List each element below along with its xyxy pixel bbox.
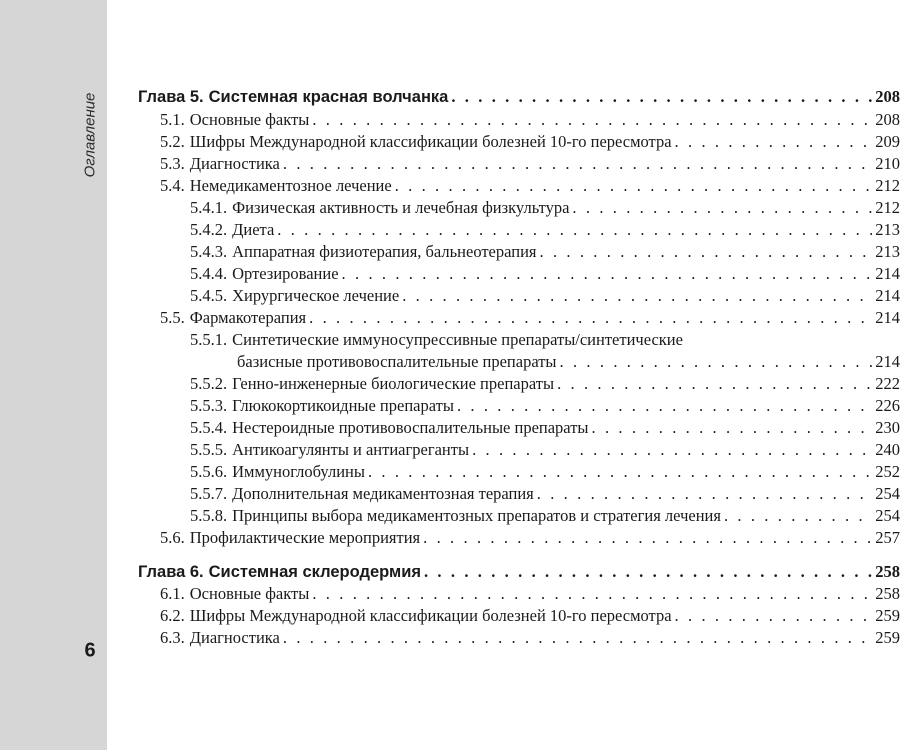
toc-number: 5.4.1.	[190, 198, 228, 217]
toc-title: Физическая активность и лечебная физкультура	[232, 198, 570, 217]
toc-title: Иммуноглобулины	[232, 462, 365, 481]
dot-leader	[557, 373, 872, 395]
toc-title: Профилактические мероприятия	[189, 528, 421, 547]
toc-entry-5-5-6[interactable]	[138, 461, 900, 483]
toc-entry-6-2[interactable]	[138, 605, 900, 627]
dot-leader	[572, 197, 872, 219]
toc-entry-5-2[interactable]	[138, 131, 900, 153]
toc-title: Диагностика	[189, 628, 280, 647]
dot-leader	[592, 417, 873, 439]
toc-number: 5.5.1.	[190, 330, 228, 349]
toc-title: Диагностика	[189, 154, 280, 173]
dot-leader	[342, 263, 873, 285]
toc-number: 5.3.	[160, 154, 185, 173]
dot-leader	[424, 561, 872, 583]
toc-number: 5.4.4.	[190, 264, 228, 283]
dot-leader	[423, 527, 872, 549]
toc-entry-5-5[interactable]	[138, 307, 900, 329]
dot-leader	[368, 461, 872, 483]
toc-entry-5-5-5[interactable]	[138, 439, 900, 461]
toc-number: 5.5.6.	[190, 462, 228, 481]
toc-title: Принципы выбора медикаментозных препаратов и стратегия лечения	[232, 506, 721, 525]
toc-number: 5.6.	[160, 528, 185, 547]
toc-title: Основные факты	[189, 584, 310, 603]
toc-number: 5.4.5.	[190, 286, 228, 305]
toc-page: 259	[875, 606, 900, 625]
toc-title: Антикоагулянты и антиагреганты	[232, 440, 470, 459]
toc-number: 5.2.	[160, 132, 185, 151]
toc-page: 208	[875, 110, 900, 129]
toc-entry-5-5-7[interactable]	[138, 483, 900, 505]
toc-number: 5.5.7.	[190, 484, 228, 503]
toc-number: 5.4.	[160, 176, 185, 195]
toc-title-continued: базисные противовоспалительные препараты	[237, 352, 557, 371]
toc-title: Диета	[232, 220, 275, 239]
dot-leader	[312, 109, 872, 131]
toc-entry-5-6[interactable]	[138, 527, 900, 549]
toc-number: Глава 5.	[138, 88, 204, 106]
toc-page: 226	[875, 396, 900, 415]
toc-number: 5.5.8.	[190, 506, 228, 525]
dot-leader	[457, 395, 872, 417]
toc-entry-5-4[interactable]	[138, 175, 900, 197]
toc-page: 259	[875, 628, 900, 647]
toc-number: 5.5.4.	[190, 418, 228, 437]
toc-entry-5-5-8[interactable]	[138, 505, 900, 527]
toc-page: 222	[875, 374, 900, 393]
toc-title: Глюкокортикоидные препараты	[232, 396, 454, 415]
toc-number: Глава 6.	[138, 563, 204, 581]
toc-number: 5.5.5.	[190, 440, 228, 459]
toc-title: Шифры Международной классификации болезней 10-го пересмотра	[189, 132, 672, 151]
toc-title: Немедикаментозное лечение	[189, 176, 392, 195]
toc-page: 213	[875, 242, 900, 261]
dot-leader	[312, 583, 872, 605]
toc-title: Дополнительная медикаментозная терапия	[232, 484, 534, 503]
toc-title: Шифры Международной классификации болезней 10-го пересмотра	[189, 606, 672, 625]
toc-number: 5.4.3.	[190, 242, 228, 261]
toc-title: Хирургическое лечение	[232, 286, 400, 305]
dot-leader	[283, 153, 872, 175]
toc-page: 214	[875, 308, 900, 327]
toc-page: 208	[875, 87, 900, 106]
toc-number: 6.2.	[160, 606, 185, 625]
toc-number: 6.3.	[160, 628, 185, 647]
running-header-section-label: Оглавление	[81, 92, 99, 178]
toc-entry-5-1[interactable]	[138, 109, 900, 131]
toc-title: Синтетические иммуносупрессивные препараты/синтетические	[232, 330, 683, 349]
table-of-contents	[138, 86, 900, 649]
toc-number: 5.4.2.	[190, 220, 228, 239]
toc-entry-5-5-4[interactable]	[138, 417, 900, 439]
dot-leader	[540, 241, 873, 263]
toc-page: 213	[875, 220, 900, 239]
toc-title-line-2	[138, 351, 900, 373]
dot-leader	[402, 285, 872, 307]
toc-page: 254	[875, 506, 900, 525]
toc-number: 5.5.3.	[190, 396, 228, 415]
toc-entry-5-5-3[interactable]	[138, 395, 900, 417]
page-margin-band	[0, 0, 107, 750]
toc-title-line-1	[138, 329, 900, 351]
toc-title: Системная склеродермия	[208, 563, 421, 581]
toc-number: 5.5.2.	[190, 374, 228, 393]
toc-page: 240	[875, 440, 900, 459]
dot-leader	[283, 627, 872, 649]
toc-page: 212	[875, 198, 900, 217]
toc-number: 6.1.	[160, 584, 185, 603]
toc-title: Аппаратная физиотерапия, бальнеотерапия	[232, 242, 537, 261]
toc-page: 257	[875, 528, 900, 547]
toc-page: 254	[875, 484, 900, 503]
dot-leader	[675, 605, 873, 627]
dot-leader	[472, 439, 872, 461]
toc-title: Основные факты	[189, 110, 310, 129]
dot-leader	[675, 131, 873, 153]
toc-title: Нестероидные противовоспалительные препараты	[232, 418, 589, 437]
dot-leader	[309, 307, 872, 329]
dot-leader	[560, 351, 873, 373]
toc-page: 214	[875, 264, 900, 283]
toc-title: Фармакотерапия	[189, 308, 307, 327]
dot-leader	[395, 175, 873, 197]
toc-entry-5-4-5[interactable]	[138, 285, 900, 307]
toc-entry-chapter-5[interactable]	[138, 86, 900, 108]
toc-page: 209	[875, 132, 900, 151]
toc-entry-5-4-3[interactable]	[138, 241, 900, 263]
toc-page: 214	[875, 352, 900, 371]
toc-entry-5-4-2[interactable]	[138, 219, 900, 241]
toc-entry-6-3[interactable]	[138, 627, 900, 649]
toc-entry-6-1[interactable]	[138, 583, 900, 605]
toc-title: Ортезирование	[232, 264, 339, 283]
toc-page: 210	[875, 154, 900, 173]
toc-entry-5-5-1[interactable]	[138, 329, 900, 373]
toc-number: 5.5.	[160, 308, 185, 327]
dot-leader	[537, 483, 872, 505]
toc-page: 252	[875, 462, 900, 481]
dot-leader	[724, 505, 872, 527]
toc-page: 214	[875, 286, 900, 305]
toc-page: 230	[875, 418, 900, 437]
toc-page: 212	[875, 176, 900, 195]
dot-leader	[277, 219, 872, 241]
toc-entry-5-3[interactable]	[138, 153, 900, 175]
toc-page: 258	[875, 562, 900, 581]
toc-entry-5-4-4[interactable]	[138, 263, 900, 285]
toc-entry-5-5-2[interactable]	[138, 373, 900, 395]
page-number: 6	[84, 639, 96, 662]
toc-title: Системная красная волчанка	[208, 88, 449, 106]
toc-entry-5-4-1[interactable]	[138, 197, 900, 219]
toc-title: Генно-инженерные биологические препараты	[232, 374, 555, 393]
toc-page: 258	[875, 584, 900, 603]
toc-entry-chapter-6[interactable]	[138, 561, 900, 583]
toc-number: 5.1.	[160, 110, 185, 129]
dot-leader	[451, 86, 872, 108]
